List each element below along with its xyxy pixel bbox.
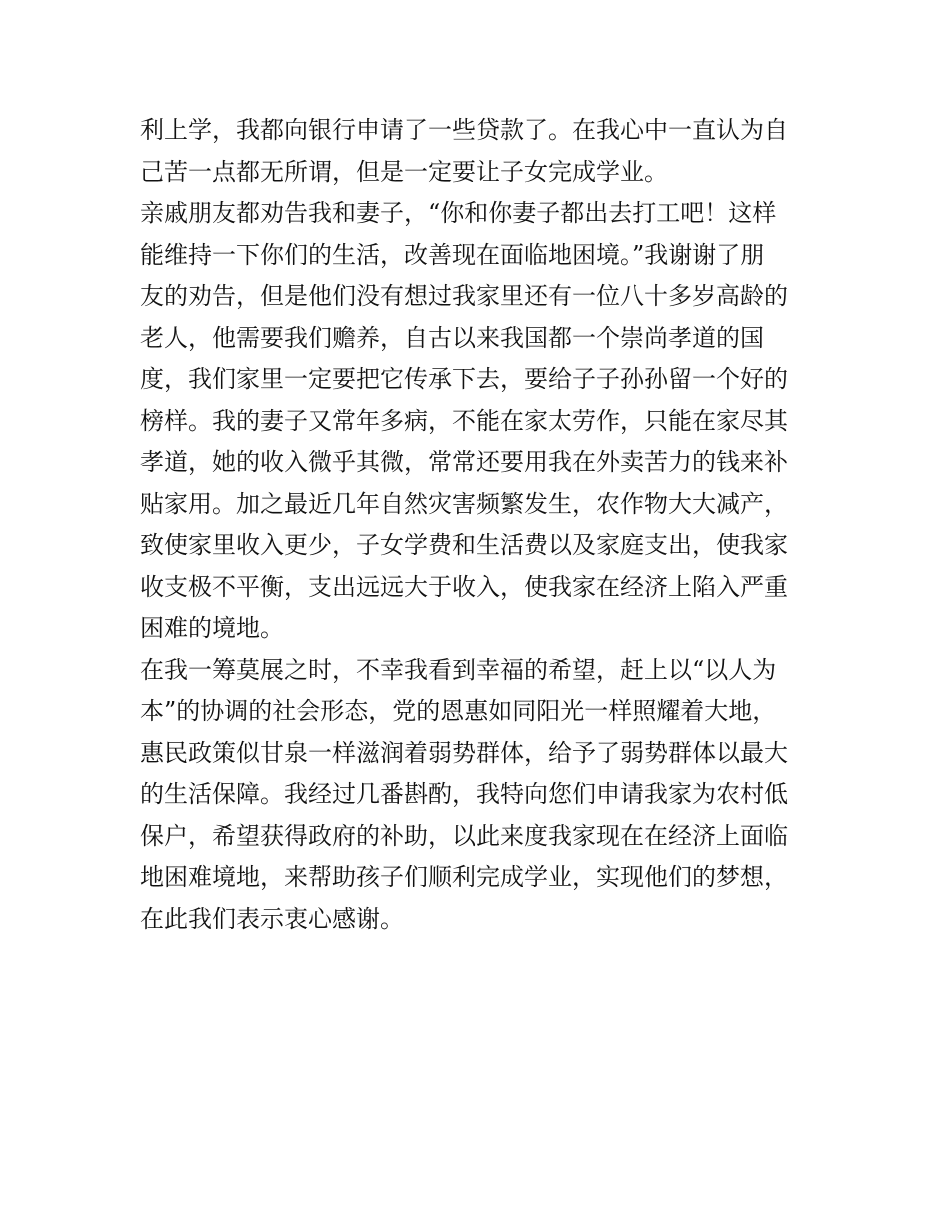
body-text [140, 110, 820, 940]
text-line-17: 的生活保障。我经过几番斟酌，我特向您们申请我家为农村低 [140, 780, 788, 808]
text-line-10: 贴家用。加之最近几年自然灾害频繁发生，农作物大大减产， [140, 489, 788, 518]
text-line-15: 本”的协调的社会形态，党的恩惠如同阳光一样照耀着大地， [140, 697, 777, 725]
text-line-16: 惠民政策似甘泉一样滋润着弱势群体，给予了弱势群体以最大 [140, 738, 788, 767]
text-line-3: 亲戚朋友都劝告我和妻子，“你和你妻子都出去打工吧！这样 [140, 199, 777, 227]
text-line-8: 榜样。我的妻子又常年多病，不能在家太劳作，只能在家尽其 [140, 406, 788, 435]
text-line-9: 孝道，她的收入微乎其微，常常还要用我在外卖苦力的钱来补 [140, 448, 788, 476]
text-line-5: 友的劝告，但是他们没有想过我家里还有一位八十多岁高龄的 [140, 282, 788, 310]
text-line-13: 困难的境地。 [140, 614, 284, 642]
text-line-14: 在我一筹莫展之时，不幸我看到幸福的希望，赶上以“以人为 [140, 655, 777, 684]
text-line-2: 己苦一点都无所谓，但是一定要让子女完成学业。 [140, 157, 668, 186]
text-line-12: 收支极不平衡，支出远远大于收入，使我家在经济上陷入严重 [140, 572, 788, 601]
text-line-1: 利上学，我都向银行申请了一些贷款了。在我心中一直认为自 [140, 116, 788, 144]
text-line-20: 在此我们表示衷心感谢。 [140, 904, 404, 933]
text-line-7: 度，我们家里一定要把它传承下去，要给子子孙孙留一个好的 [140, 365, 788, 393]
text-line-11: 致使家里收入更少，子女学费和生活费以及家庭支出，使我家 [140, 531, 788, 559]
text-line-19: 地困难境地，来帮助孩子们顺利完成学业，实现他们的梦想， [140, 863, 788, 891]
text-line-6: 老人，他需要我们赡养，自古以来我国都一个崇尚孝道的国 [140, 323, 764, 352]
text-line-4: 能维持一下你们的生活，改善现在面临地困境。”我谢谢了朋 [140, 240, 765, 269]
text-line-18: 保户，希望获得政府的补助，以此来度我家现在在经济上面临 [140, 821, 788, 850]
